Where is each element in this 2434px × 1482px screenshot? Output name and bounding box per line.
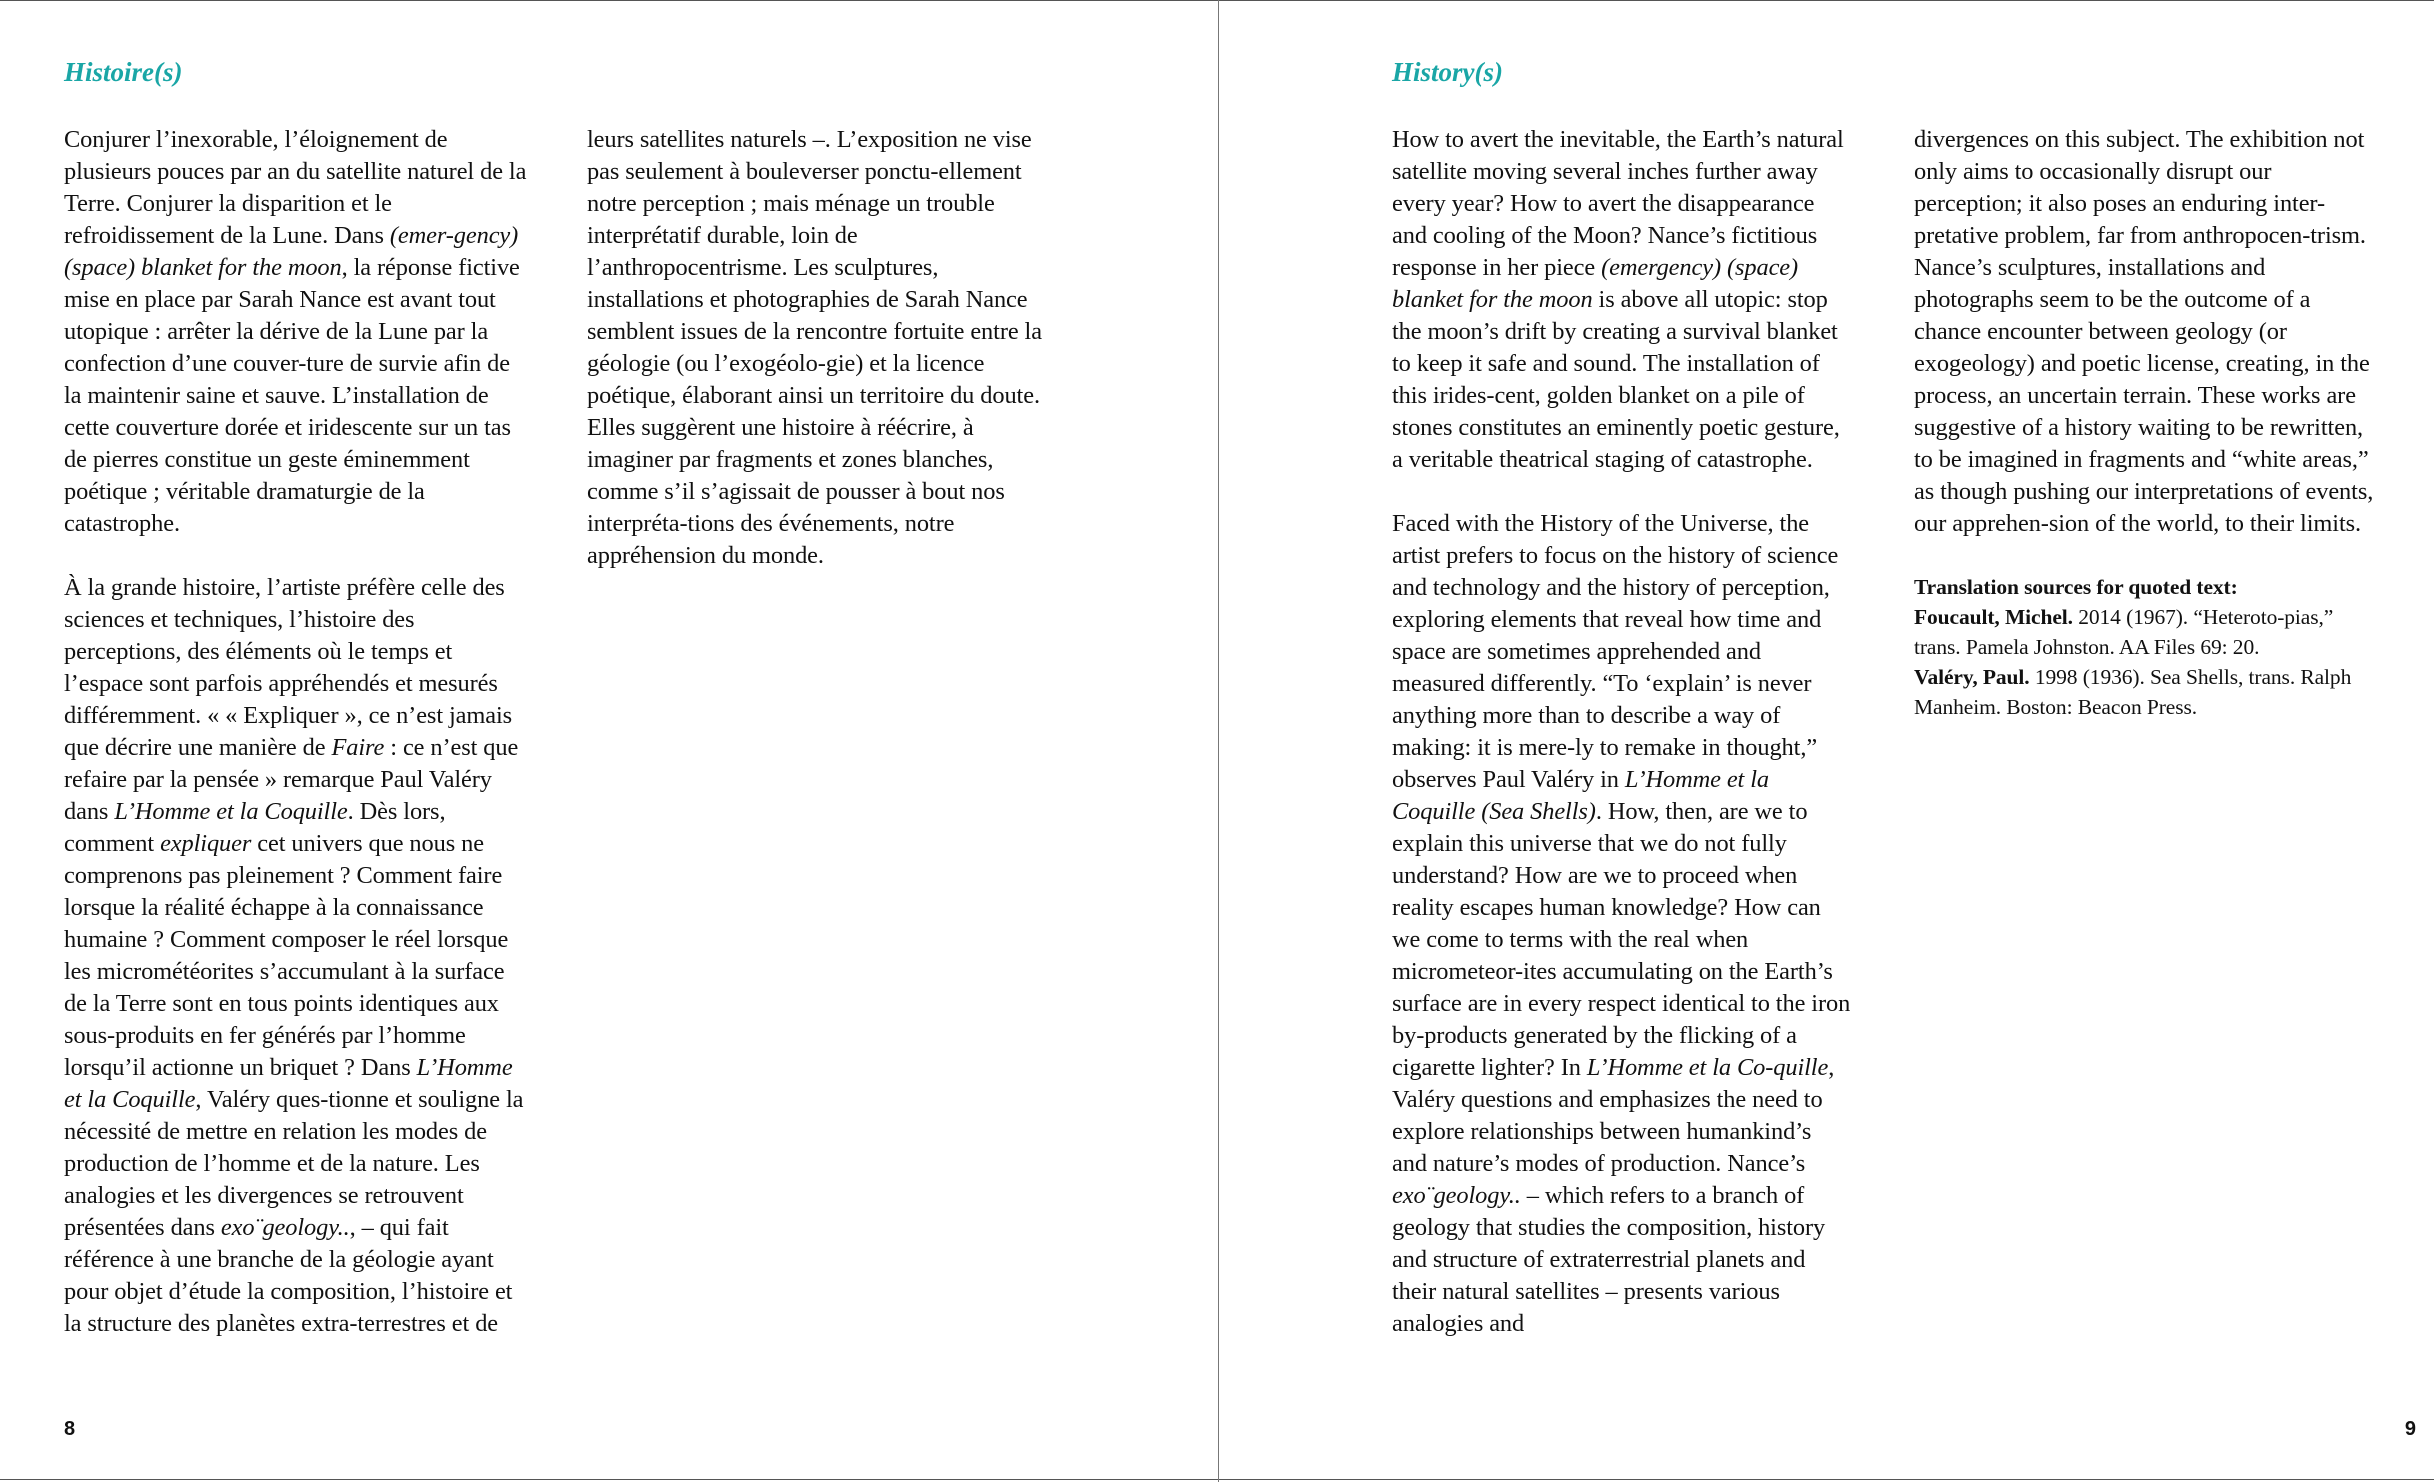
- book-title: L’Homme et la Co-quille: [1586, 1054, 1829, 1081]
- right-heading: History(s): [1392, 57, 1503, 87]
- book-title: L’Homme et la Coquille: [64, 1054, 513, 1113]
- left-page: [0, 0, 1218, 1480]
- left-col2-paragraph-1: leurs satellites naturels –. L’exposition ne vise pas seulement à bouleverser ponctu-ellement notre perception ; mais ménage un trouble interprétatif durable, loin de l’anthropocentrisme. Les sculptures, installations et photographies de Sarah Nance semblent issues de la rencontre fortuite entre la géologie (ou l’exogéolo-gie) et la licence poétique, élaborant ainsi un territoire du doute. Elles suggèrent une histoire à réécrire, à imaginer par fragments et zones blanches, comme s’il s’agissait de pousser à bout nos interpréta-tions des événements, notre appréhension du monde.: [587, 126, 1042, 569]
- right-col1-paragraph-1: How to avert the inevitable, the Earth’s natural satellite moving several inches further away every year? How to avert the disappearance and cooling of the Moon? Nance’s fictitious response in her piece (emergency) (space) blanket for the moon is above all utopic: stop the moon’s drift by creating a survival blanket to keep it safe and sound. The installation of this irides-cent, golden blanket on a pile of stones constitutes an eminently poetic gesture, a veritable theatrical staging of catastrophe.: [1392, 126, 1844, 473]
- exhibition-title: exo¨geology..: [1392, 1182, 1521, 1209]
- left-col1-paragraph-2: À la grande histoire, l’artiste préfère celle des sciences et techniques, l’histoire des perceptions, des éléments où le temps et l’espace sont parfois appréhendés et mesurés différemment. « « Expliquer », ce n’est jamais que décrire une manière de Faire : ce n’est que refaire par la pensée » remarque Paul Valéry dans L’Homme et la Coquille. Dès lors, comment expliquer cet univers que nous ne comprenons pas pleinement ? Comment faire lorsque la réalité échappe à la connaissance humaine ? Comment composer le réel lorsque les micrométéorites s’accumulant à la surface de la Terre sont en tous points identiques aux sous-produits en fer générés par l’homme lorsqu’il actionne un briquet ? Dans L’Homme et la Coquille, Valéry ques-tionne et souligne la nécessité de mettre en relation les modes de production de l’homme et de la nature. Les analogies et les divergences se retrouvent présentées dans exo¨geology.., – qui fait référence à une branche de la géologie ayant pour objet d’étude la composition, l’histoire et la structure des planètes extra-terrestres et de: [64, 574, 524, 1337]
- right-col2-paragraph-1: divergences on this subject. The exhibition not only aims to occasionally disrupt our perception; it also poses an enduring inter-pretative problem, far from anthropocen-trism. Nance’s sculptures, installations and photographs seem to be the outcome of a chance encounter between geology (or exogeology) and poetic license, creating, in the process, an uncertain terrain. These works are suggestive of a history waiting to be rewritten, to be imagined in fragments and “white areas,” as though pushing our interpretations of events, our apprehen-sion of the world, to their limits.: [1914, 126, 2374, 537]
- book-title: L’Homme et la Coquille (Sea Shells): [1392, 766, 1770, 825]
- book-title: L’Homme et la Coquille: [114, 798, 348, 825]
- translation-sources: [1914, 572, 2379, 722]
- right-column-2: [1914, 124, 2379, 722]
- page-number-left: 8: [64, 1418, 76, 1440]
- artwork-title: (emer-gency) (space) blanket for the moon: [64, 222, 519, 281]
- source-foucault: Foucault, Michel. 2014 (1967). “Heteroto-pias,” trans. Pamela Johnston. AA Files 69: 20.: [1914, 605, 2334, 659]
- source-valery: Valéry, Paul. 1998 (1936). Sea Shells, trans. Ralph Manheim. Boston: Beacon Press.: [1914, 665, 2352, 719]
- left-column-2: [587, 124, 1052, 604]
- page-number-right: 9: [2404, 1418, 2416, 1440]
- left-column-1: [64, 124, 529, 1372]
- left-heading: Histoire(s): [64, 57, 183, 87]
- right-column-1: [1392, 124, 1852, 1372]
- exhibition-title: exo¨geology..: [220, 1214, 350, 1241]
- right-col1-paragraph-2: Faced with the History of the Universe, the artist prefers to focus on the history of science and technology and the history of perception, exploring elements that reveal how time and space are sometimes apprehended and measured differently. “To ‘explain’ is never anything more than to describe a way of making: it is mere-ly to remake in thought,” observes Paul Valéry in L’Homme et la Coquille (Sea Shells). How, then, are we to explain this universe that we do not fully understand? How are we to proceed when reality escapes human knowledge? How can we come to terms with the real when micrometeor-ites accumulating on the Earth’s surface are in every respect identical to the iron by-products generated by the flicking of a cigarette lighter? In L’Homme et la Co-quille, Valéry questions and emphasizes the need to explore relationships between humankind’s and nature’s modes of production. Nance’s exo¨geology.. – which refers to a branch of geology that studies the composition, history and structure of extraterrestrial planets and their natural satellites – presents various analogies and: [1392, 510, 1851, 1337]
- right-page: [1219, 0, 2434, 1480]
- sources-title: Translation sources for quoted text:: [1914, 575, 2238, 599]
- artwork-title: (emergency) (space) blanket for the moon: [1392, 254, 1799, 313]
- left-col1-paragraph-1: Conjurer l’inexorable, l’éloignement de plusieurs pouces par an du satellite naturel de la Terre. Conjurer la disparition et le refroidissement de la Lune. Dans (emer-gency) (space) blanket for the moon, la réponse fictive mise en place par Sarah Nance est avant tout utopique : arrêter la dérive de la Lune par la confection d’une couver-ture de survie afin de la maintenir saine et sauve. L’installation de cette couverture dorée et iridescente sur un tas de pierres constitue un geste éminemment poétique ; véritable dramaturgie de la catastrophe.: [64, 126, 527, 537]
